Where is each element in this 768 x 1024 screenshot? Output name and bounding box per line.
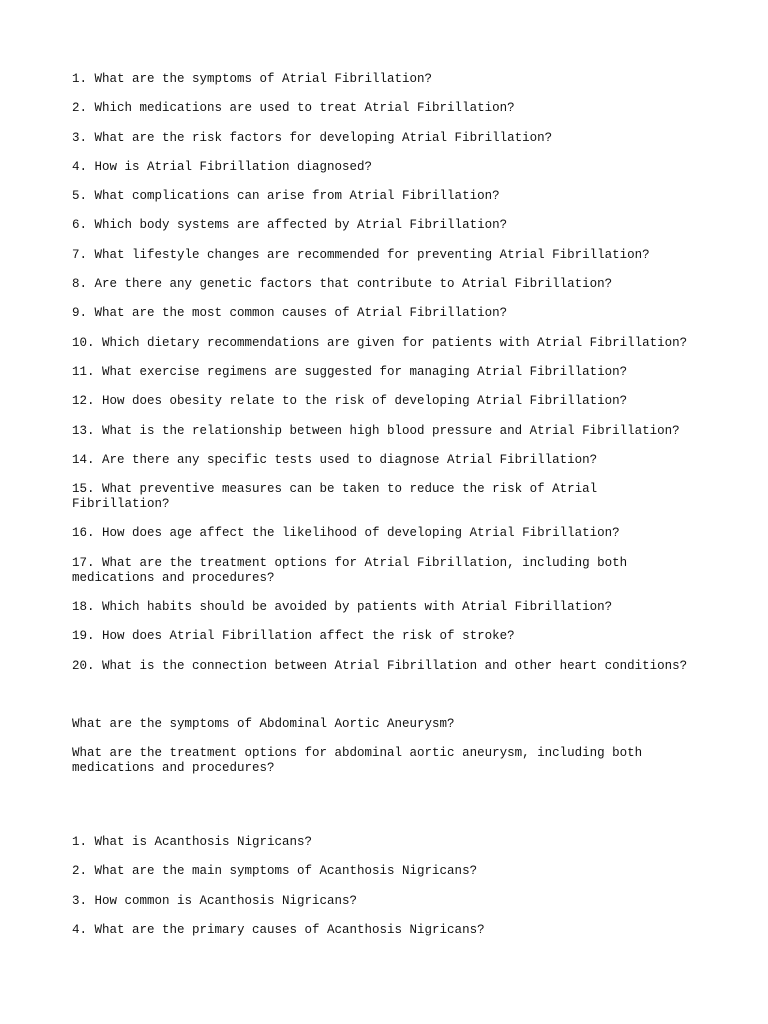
question-item: 10. Which dietary recommendations are given for patients with Atrial Fibrillation? [72, 335, 688, 350]
question-item: What are the treatment options for abdominal aortic aneurysm, including both medications and procedures? [72, 746, 643, 776]
question-item: 7. What lifestyle changes are recommended for preventing Atrial Fibrillation? [72, 247, 650, 262]
question-item: 11. What exercise regimens are suggested for managing Atrial Fibrillation? [72, 364, 628, 379]
question-item: 16. How does age affect the likelihood of developing Atrial Fibrillation? [72, 526, 620, 541]
question-item: 2. Which medications are used to treat Atrial Fibrillation? [72, 101, 515, 116]
question-item: 15. What preventive measures can be taken to reduce the risk of Atrial Fibrillation? [72, 482, 598, 512]
question-item: 18. Which habits should be avoided by patients with Atrial Fibrillation? [72, 600, 613, 615]
question-item: 17. What are the treatment options for Atrial Fibrillation, including both medications and procedures? [72, 555, 628, 585]
question-item: 13. What is the relationship between high blood pressure and Atrial Fibrillation? [72, 423, 680, 438]
question-item: 2. What are the main symptoms of Acanthosis Nigricans? [72, 864, 478, 879]
question-item: 9. What are the most common causes of Atrial Fibrillation? [72, 306, 508, 321]
question-item: 1. What are the symptoms of Atrial Fibrillation? [72, 72, 433, 86]
question-item: What are the symptoms of Abdominal Aortic Aneurysm? [72, 717, 455, 731]
question-item: 8. Are there any genetic factors that contribute to Atrial Fibrillation? [72, 277, 613, 292]
question-item: 6. Which body systems are affected by Atrial Fibrillation? [72, 218, 508, 233]
question-item: 4. How is Atrial Fibrillation diagnosed? [72, 159, 373, 174]
abdominal-aortic-aneurysm-question-list [72, 717, 702, 791]
question-item: 12. How does obesity relate to the risk of developing Atrial Fibrillation? [72, 394, 628, 409]
question-item: 4. What are the primary causes of Acanthosis Nigricans? [72, 922, 485, 937]
question-item: 20. What is the connection between Atrial Fibrillation and other heart conditions? [72, 658, 688, 673]
question-item: 19. How does Atrial Fibrillation affect the risk of stroke? [72, 629, 515, 644]
question-item: 3. What are the risk factors for developing Atrial Fibrillation? [72, 130, 553, 145]
question-item: 14. Are there any specific tests used to diagnose Atrial Fibrillation? [72, 452, 598, 467]
question-item: 3. How common is Acanthosis Nigricans? [72, 893, 358, 908]
question-item: 5. What complications can arise from Atrial Fibrillation? [72, 189, 500, 204]
atrial-fibrillation-question-list [72, 72, 702, 688]
question-item: 1. What is Acanthosis Nigricans? [72, 835, 313, 849]
acanthosis-nigricans-question-list [72, 835, 702, 952]
